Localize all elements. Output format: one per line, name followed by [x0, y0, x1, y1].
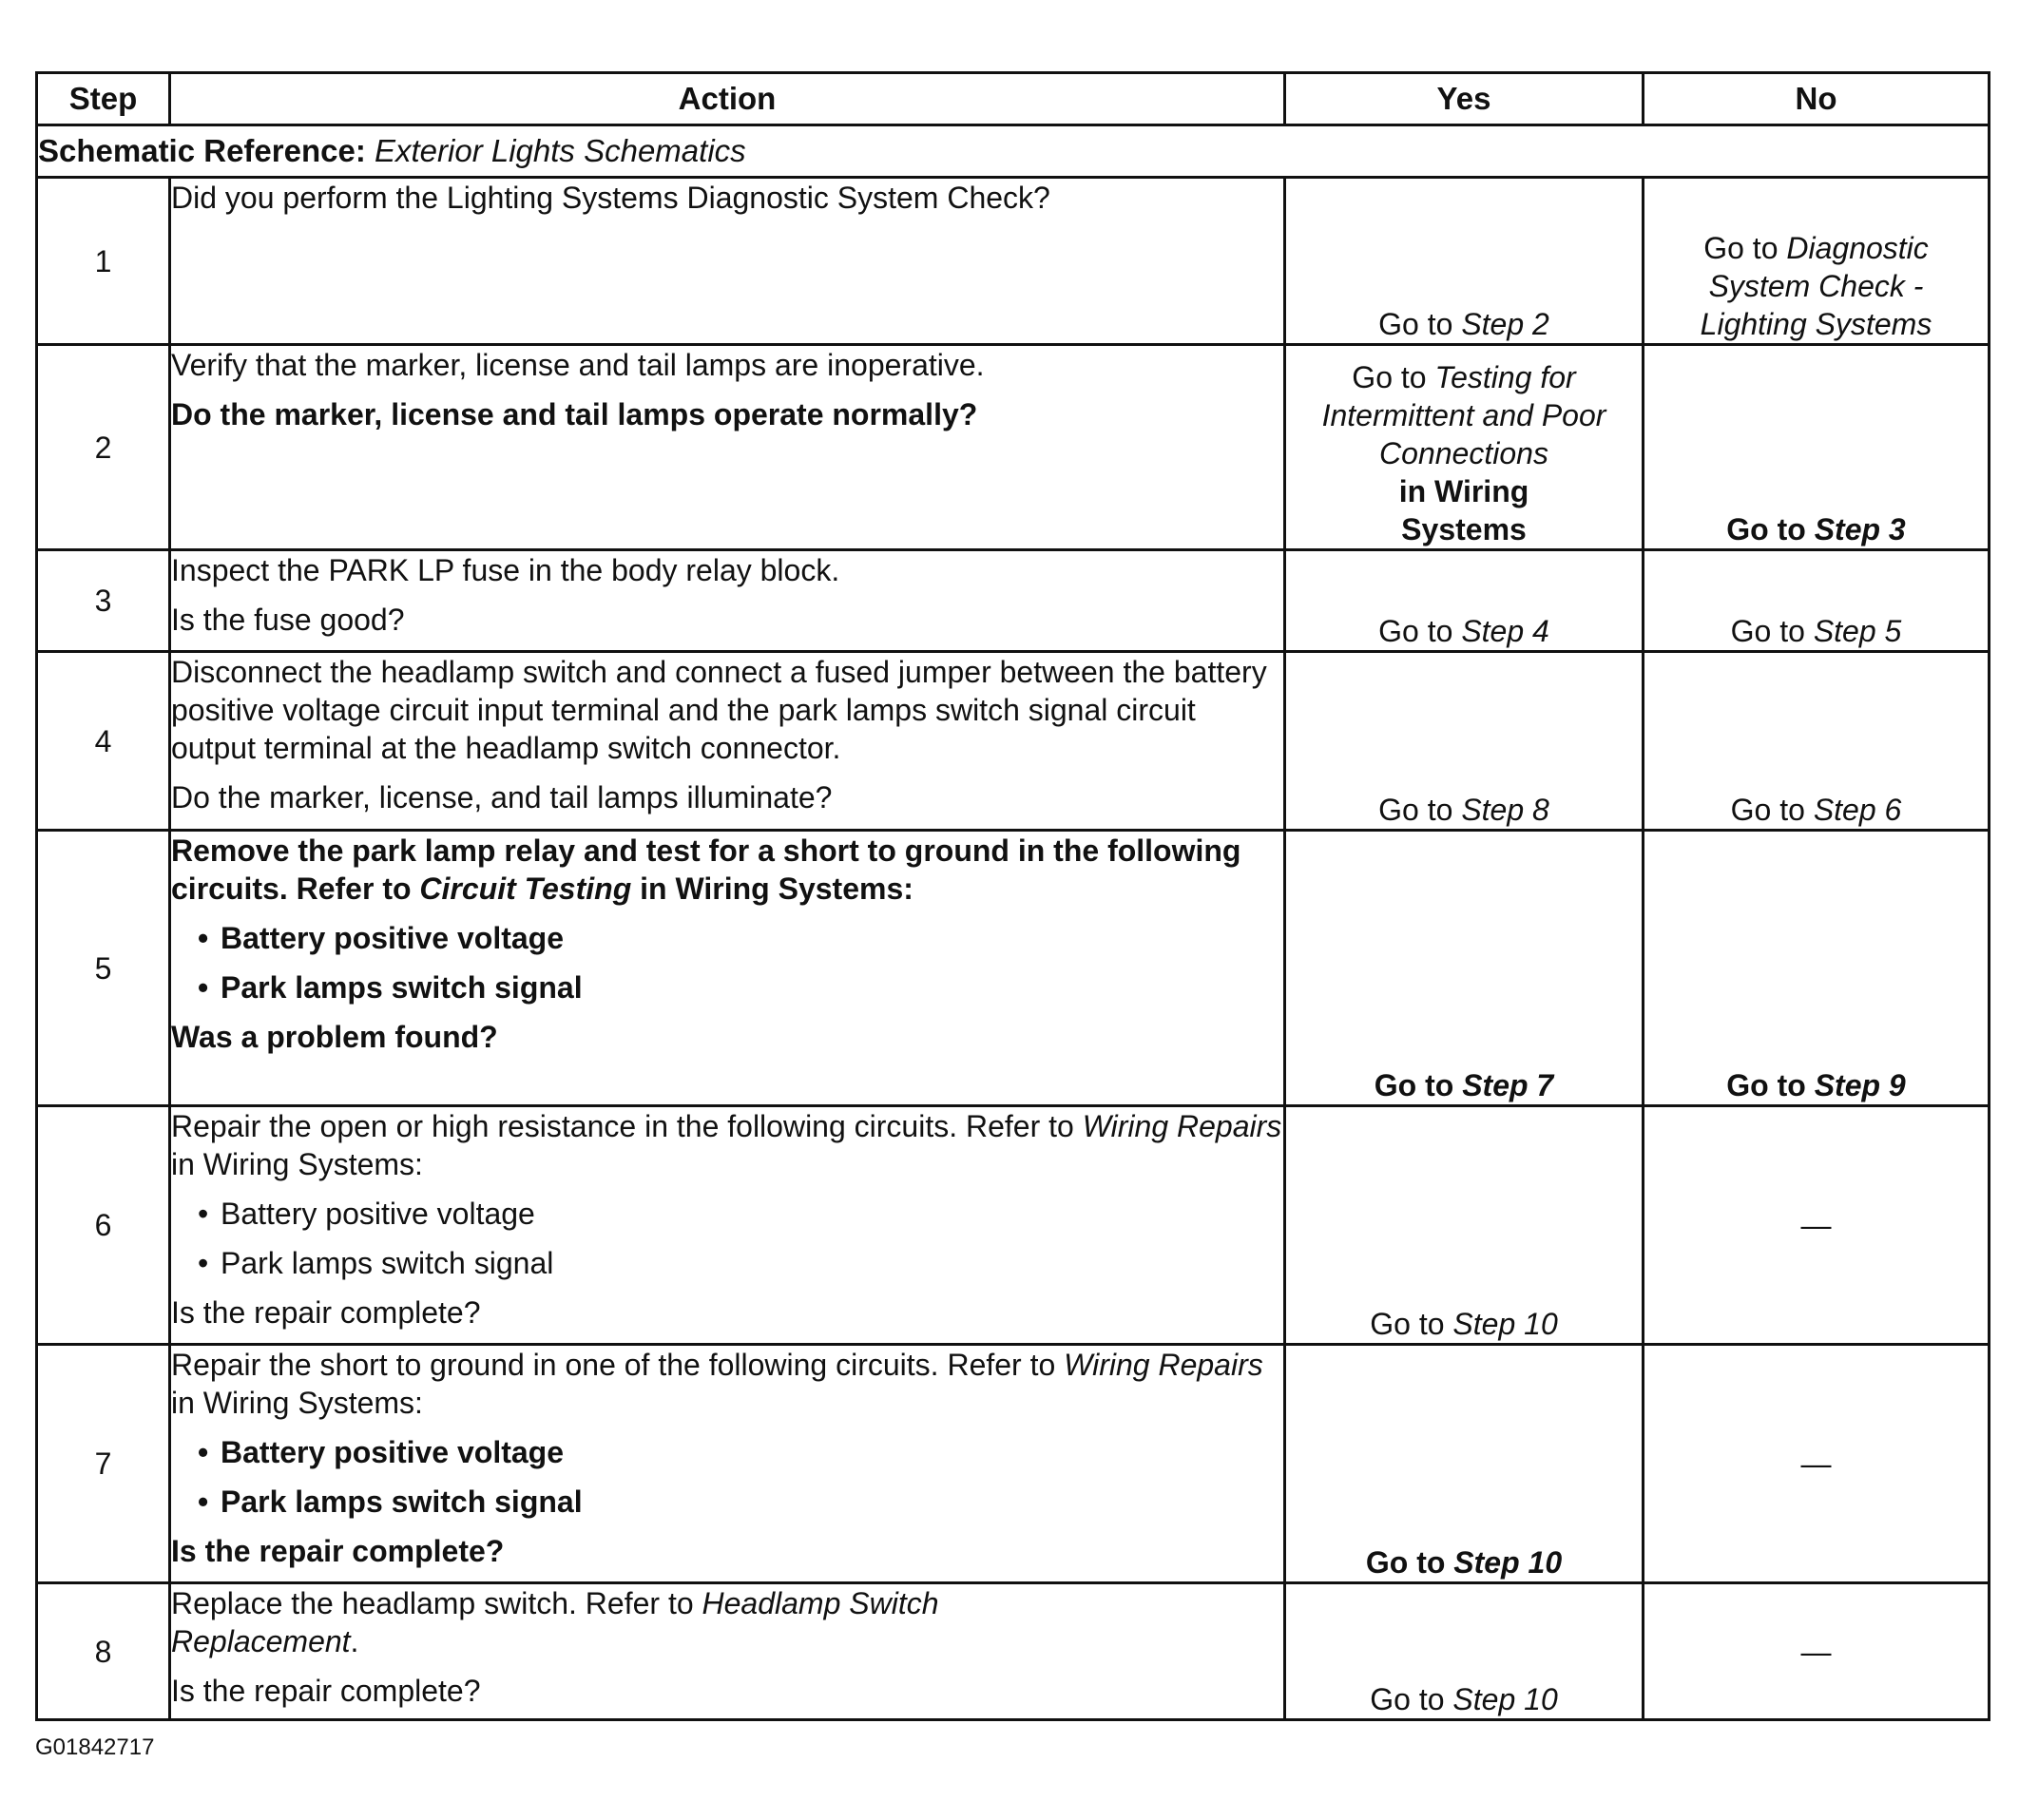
yes-link[interactable]: Step 2: [1461, 307, 1549, 341]
action-cell: [170, 178, 1285, 345]
reference-link[interactable]: Headlamp Switch Replacement: [171, 1586, 939, 1658]
action-text: Verify that the marker, license and tail lamps are inoperative.: [171, 348, 985, 382]
no-cell: [1644, 652, 1990, 831]
no-prefix: Go to: [1730, 793, 1805, 827]
yes-cell: [1285, 1345, 1644, 1583]
yes-link-line[interactable]: Testing for: [1434, 360, 1576, 394]
step-number: 7: [37, 1345, 170, 1583]
no-dash: —: [1800, 1634, 1832, 1669]
header-row: [37, 73, 1990, 125]
table-row: [37, 652, 1990, 831]
list-item: [198, 968, 1283, 1006]
yes-link[interactable]: Step 4: [1461, 614, 1549, 648]
no-cell: [1644, 1106, 1990, 1345]
action-text: [171, 1584, 1283, 1660]
table-row: [37, 831, 1990, 1106]
no-link[interactable]: Step 3: [1814, 512, 1906, 546]
no-link[interactable]: Step 6: [1813, 793, 1902, 827]
list-item: [198, 1433, 1283, 1471]
action-text-pre: Repair the open or high resistance in the following circuits. Refer to: [171, 1109, 1074, 1143]
action-cell: [170, 550, 1285, 652]
no-link[interactable]: Step 9: [1814, 1068, 1906, 1102]
yes-prefix: Go to: [1374, 1068, 1454, 1102]
action-text: [171, 1346, 1283, 1422]
yes-cell: [1285, 550, 1644, 652]
yes-suffix: in Wiring: [1398, 474, 1529, 508]
yes-cell: [1285, 652, 1644, 831]
no-cell: [1644, 831, 1990, 1106]
header-action: Action: [170, 73, 1285, 125]
table-row: [37, 1583, 1990, 1720]
action-text: [171, 832, 1283, 908]
table-row: [37, 550, 1990, 652]
list-item-text: Battery positive voltage: [221, 921, 564, 955]
step-number: 3: [37, 550, 170, 652]
bullet-icon: •: [198, 1246, 209, 1280]
yes-link-line[interactable]: Connections: [1379, 436, 1548, 470]
action-question: Is the fuse good?: [171, 603, 405, 637]
no-cell: [1644, 1345, 1990, 1583]
list-item: [198, 919, 1283, 957]
step-number: 8: [37, 1583, 170, 1720]
action-text: [171, 1107, 1283, 1183]
circuit-list: [171, 1433, 1283, 1521]
action-text-post: in Wiring Systems:: [171, 1147, 423, 1181]
reference-link[interactable]: Wiring Repairs: [1082, 1109, 1282, 1143]
header-yes: Yes: [1285, 73, 1644, 125]
list-item: [198, 1195, 1283, 1233]
table-row: [37, 1345, 1990, 1583]
step-number: 2: [37, 345, 170, 550]
action-question: Is the repair complete?: [171, 1295, 481, 1330]
yes-prefix: Go to: [1365, 1545, 1446, 1580]
circuit-list: [171, 919, 1283, 1006]
bullet-icon: •: [198, 970, 209, 1005]
yes-link[interactable]: Step 7: [1462, 1068, 1554, 1102]
yes-cell: [1285, 345, 1644, 550]
list-item-text: Park lamps switch signal: [221, 970, 583, 1005]
action-text-pre: Repair the short to ground in one of the following circuits. Refer to: [171, 1348, 1056, 1382]
yes-prefix: Go to: [1370, 1682, 1445, 1716]
yes-prefix: Go to: [1378, 307, 1453, 341]
no-prefix: Go to: [1730, 614, 1805, 648]
schematic-reference: [37, 125, 1990, 178]
no-prefix: Go to: [1703, 231, 1779, 265]
list-item-text: Battery positive voltage: [221, 1197, 535, 1231]
no-link[interactable]: Step 5: [1813, 614, 1902, 648]
yes-link[interactable]: Step 10: [1452, 1682, 1558, 1716]
yes-suffix: Systems: [1401, 512, 1527, 546]
step-number: 4: [37, 652, 170, 831]
header-no: No: [1644, 73, 1990, 125]
yes-prefix: Go to: [1378, 614, 1453, 648]
no-cell: [1644, 178, 1990, 345]
no-prefix: Go to: [1726, 1068, 1806, 1102]
action-question: Is the repair complete?: [171, 1534, 505, 1568]
action-text-pre: Replace the headlamp switch. Refer to: [171, 1586, 694, 1620]
table-row: [37, 1106, 1990, 1345]
action-text-post: in Wiring Systems:: [640, 872, 913, 906]
circuit-list: [171, 1195, 1283, 1282]
bullet-icon: •: [198, 1435, 209, 1469]
diagnostic-table: [35, 71, 1990, 1721]
action-text: Disconnect the headlamp switch and connect a fused jumper between the battery positive voltage circuit input terminal and the park lamps switch signal circuit output terminal at the headlamp switch connector.: [171, 655, 1267, 765]
reference-link[interactable]: Circuit Testing: [419, 872, 632, 906]
action-text: Inspect the PARK LP fuse in the body relay block.: [171, 553, 840, 587]
list-item-text: Park lamps switch signal: [221, 1485, 583, 1519]
list-item-text: Battery positive voltage: [221, 1435, 564, 1469]
yes-cell: [1285, 1106, 1644, 1345]
no-link-line[interactable]: System Check -: [1708, 269, 1924, 303]
no-cell: [1644, 550, 1990, 652]
schematic-reference-row: [37, 125, 1990, 178]
schematic-reference-label: Schematic Reference:: [38, 133, 366, 168]
action-text-pre: Remove the park lamp relay and test for a short to ground in the following circuits. Refer to: [171, 833, 1241, 906]
yes-prefix: Go to: [1378, 793, 1453, 827]
yes-link-line[interactable]: Intermittent and Poor: [1321, 398, 1606, 432]
action-question: Do the marker, license and tail lamps operate normally?: [171, 397, 978, 431]
action-cell: [170, 652, 1285, 831]
yes-link[interactable]: Step 8: [1461, 793, 1549, 827]
no-prefix: Go to: [1726, 512, 1806, 546]
yes-cell: [1285, 1583, 1644, 1720]
action-cell: [170, 345, 1285, 550]
action-cell: [170, 1345, 1285, 1583]
header-step: Step: [37, 73, 170, 125]
step-number: 5: [37, 831, 170, 1106]
action-cell: [170, 1106, 1285, 1345]
no-link-line[interactable]: Diagnostic: [1786, 231, 1929, 265]
reference-link[interactable]: Wiring Repairs: [1064, 1348, 1263, 1382]
step-number: 1: [37, 178, 170, 345]
figure-id: G01842717: [35, 1734, 155, 1760]
yes-cell: [1285, 178, 1644, 345]
action-question: Was a problem found?: [171, 1020, 498, 1054]
action-text-post: in Wiring Systems:: [171, 1386, 423, 1420]
no-cell: [1644, 1583, 1990, 1720]
no-cell: [1644, 345, 1990, 550]
action-cell: [170, 1583, 1285, 1720]
action-cell: [170, 831, 1285, 1106]
no-dash: —: [1800, 1208, 1832, 1242]
action-question: Did you perform the Lighting Systems Diagnostic System Check?: [171, 181, 1050, 215]
yes-prefix: Go to: [1370, 1307, 1445, 1341]
action-text-post: .: [350, 1624, 359, 1658]
step-number: 6: [37, 1106, 170, 1345]
list-item: [198, 1244, 1283, 1282]
schematic-reference-link[interactable]: Exterior Lights Schematics: [375, 133, 746, 168]
yes-link[interactable]: Step 10: [1453, 1545, 1563, 1580]
table-row: [37, 178, 1990, 345]
list-item: [198, 1483, 1283, 1521]
table-row: [37, 345, 1990, 550]
bullet-icon: •: [198, 921, 209, 955]
action-question: Is the repair complete?: [171, 1674, 481, 1708]
yes-cell: [1285, 831, 1644, 1106]
action-question: Do the marker, license, and tail lamps illuminate?: [171, 780, 833, 814]
yes-prefix: Go to: [1352, 360, 1427, 394]
yes-link[interactable]: Step 10: [1452, 1307, 1558, 1341]
list-item-text: Park lamps switch signal: [221, 1246, 554, 1280]
no-link-line[interactable]: Lighting Systems: [1700, 307, 1932, 341]
bullet-icon: •: [198, 1197, 209, 1231]
bullet-icon: •: [198, 1485, 209, 1519]
no-dash: —: [1800, 1446, 1832, 1481]
